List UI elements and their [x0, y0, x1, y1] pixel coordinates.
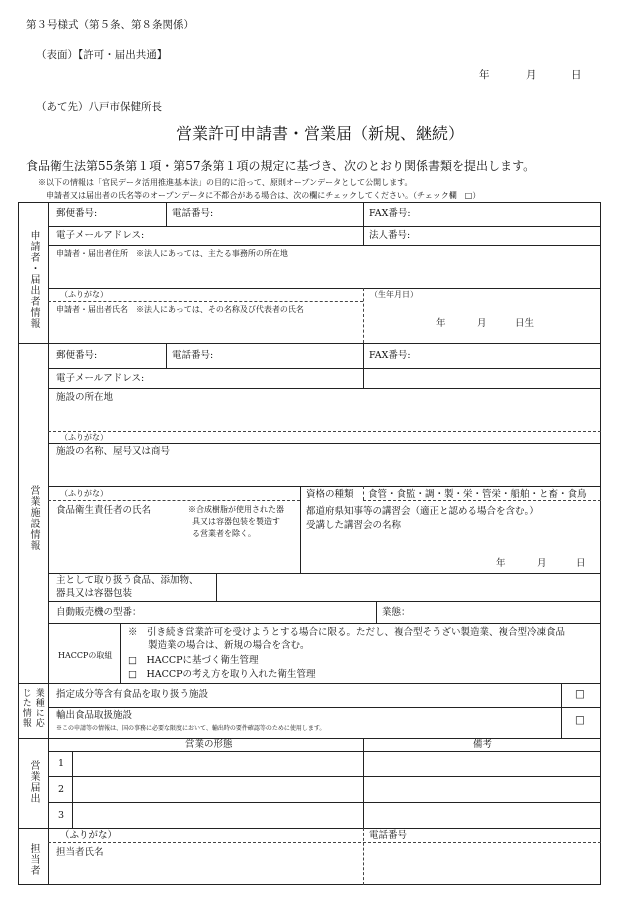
industry-checkbox-2[interactable]: □	[575, 714, 585, 726]
row-line	[48, 368, 601, 369]
applicant-furigana-label: （ふりがな）	[60, 290, 108, 299]
manager-note-line3: る営業者を除く。	[192, 529, 256, 538]
haccp-option-1[interactable]: □ HACCPに基づく衛生管理	[128, 655, 259, 666]
applicant-address-label: 申請者・届出者住所 ※法人にあっては、主たる事務所の所在地	[56, 249, 288, 258]
business-type-label: 業態：	[382, 607, 411, 618]
industry-row-1: 指定成分等含有食品を取り扱う施設	[56, 689, 209, 700]
col-line	[363, 343, 364, 388]
course-day-label: 日	[576, 558, 586, 569]
col-line	[166, 202, 167, 226]
business-row-3: 3	[58, 810, 65, 821]
industry-section-label-1: 業種に応	[33, 688, 44, 728]
row-line	[48, 486, 601, 487]
applicant-name-label: 申請者・届出者氏名 ※法人にあっては、その名称及び代表者の氏名	[56, 305, 304, 314]
row-line	[48, 707, 601, 708]
col-line	[300, 486, 301, 573]
furigana-dash-line	[48, 500, 300, 501]
applicant-corp-no-label: 法人番号:	[369, 230, 411, 241]
course-label: 都道府県知事等の講習会（適正と認める場合を含む。）	[306, 506, 539, 517]
course-month-label: 月	[537, 558, 547, 569]
furigana-dash-line	[48, 301, 363, 302]
manager-note-line2: 具又は容器包装を製造す	[192, 517, 280, 526]
applicant-fax-label: FAX番号:	[369, 208, 411, 219]
furigana-dash-line	[48, 431, 601, 432]
section-label-divider	[48, 202, 49, 885]
form-side-label: （表面）【許可・届出共通】	[36, 49, 168, 61]
col-dash-line	[363, 828, 364, 885]
row-line	[48, 776, 601, 777]
main-items-label-2: 器具又は容器包装	[56, 588, 133, 599]
contact-section-label: 担当者	[28, 843, 39, 876]
qual-dash-line	[363, 500, 601, 501]
col-line	[72, 751, 73, 828]
industry-checkbox-1[interactable]: □	[575, 688, 585, 700]
divider-applicant-facility	[18, 343, 601, 344]
row-line	[48, 623, 601, 624]
manager-name-label: 食品衛生責任者の氏名	[56, 505, 152, 516]
open-data-check-note: 申請者又は届出者の氏名等のオープンデータに不都合がある場合は、次の欄にチェックしてください。（チェック欄 □）	[46, 191, 481, 200]
row-line	[48, 802, 601, 803]
haccp-option-2[interactable]: □ HACCPの考え方を取り入れた衛生管理	[128, 669, 316, 680]
haccp-label: HACCPの取組	[58, 651, 113, 660]
applicant-section-label: 申請者・届出者情報	[28, 230, 39, 329]
row-line	[48, 443, 601, 444]
row-line	[48, 601, 601, 602]
col-line	[363, 738, 364, 828]
divider-facility-industry	[18, 683, 601, 684]
applicant-phone-label: 電話番号:	[172, 208, 214, 219]
row-line	[48, 226, 601, 227]
page-title: 営業許可申請書・営業届（新規、継続）	[176, 124, 465, 143]
haccp-note-line1: ※ 引き続き営業許可を受けようとする場合に限る。ただし、複合型そうざい製造業、複合型冷凍食品	[128, 627, 566, 638]
manager-furigana-label: （ふりがな）	[60, 489, 108, 498]
applicant-postal-label: 郵便番号:	[56, 208, 98, 219]
row-line	[48, 245, 601, 246]
col-line	[216, 573, 217, 601]
date-day-label: 日	[571, 69, 582, 81]
lead-statement: 食品衛生法第55条第１項・第57条第１項の規定に基づき、次のとおり関係書類を提出します。	[26, 159, 536, 173]
business-row-2: 2	[58, 784, 65, 795]
col-dash-line	[363, 288, 364, 343]
birth-day-label: 日生	[515, 318, 535, 329]
facility-email-label: 電子メールアドレス:	[56, 373, 145, 384]
col-line	[120, 623, 121, 683]
manager-note-line1: ※合成樹脂が使用された器	[188, 505, 284, 514]
birth-year-label: 年	[436, 318, 446, 329]
business-row-1: 1	[58, 758, 65, 769]
date-year-label: 年	[479, 69, 490, 81]
contact-name-label: 担当者氏名	[56, 847, 104, 858]
haccp-note-line2: 製造業の場合は、新規の場合を含む。	[148, 640, 310, 651]
addressee: （あて先）八戸市保健所長	[36, 101, 162, 113]
industry-row-2-note: ※この申請等の情報は、国の事務に必要な限度において、輸出時の要件確認等のために使用します。	[56, 725, 326, 732]
facility-furigana-label: （ふりがな）	[60, 433, 108, 442]
col-line	[561, 683, 562, 738]
vending-label: 自動販売機の型番：	[56, 607, 142, 618]
date-month-label: 月	[526, 69, 537, 81]
furigana-dash-line	[48, 842, 601, 843]
applicant-email-label: 電子メールアドレス:	[56, 230, 145, 241]
contact-furigana-label: （ふりがな）	[60, 830, 118, 841]
facility-section-label: 営業施設情報	[28, 485, 39, 551]
qualification-list: 食管・食監・調・製・栄・管栄・船舶・と畜・食鳥	[368, 489, 587, 500]
course-name-label: 受講した講習会の名称	[306, 520, 402, 531]
industry-row-2: 輸出食品取扱施設	[56, 710, 133, 721]
row-line	[48, 288, 601, 289]
facility-location-label: 施設の所在地	[56, 392, 114, 403]
business-col-remarks: 備考	[473, 739, 493, 750]
qualification-label: 資格の種類	[306, 489, 354, 500]
birth-month-label: 月	[477, 318, 487, 329]
facility-phone-label: 電話番号:	[172, 350, 214, 361]
main-items-label-1: 主として取り扱う食品、添加物、	[56, 575, 199, 586]
divider-business-contact	[18, 828, 601, 829]
col-dash-line	[363, 486, 364, 500]
row-line	[48, 573, 601, 574]
col-line	[363, 202, 364, 245]
facility-fax-label: FAX番号:	[369, 350, 411, 361]
row-line	[48, 388, 601, 389]
col-line	[166, 343, 167, 368]
facility-postal-label: 郵便番号:	[56, 350, 98, 361]
open-data-note: ※以下の情報は「官民データ活用推進基本法」の目的に沿って、原則オープンデータとして公開します。	[38, 178, 413, 187]
divider-industry-business	[18, 738, 601, 739]
contact-phone-label: 電話番号	[369, 830, 408, 841]
row-line	[48, 751, 601, 752]
applicant-birth-label: （生年月日）	[370, 290, 418, 299]
business-section-label: 営業届出	[28, 760, 39, 804]
course-year-label: 年	[496, 558, 506, 569]
facility-name-label: 施設の名称、屋号又は商号	[56, 446, 171, 457]
form-number: 第３号様式（第５条、第８条関係）	[26, 19, 194, 31]
business-col-form: 営業の形態	[185, 739, 233, 750]
industry-section-label-2: じた情報	[20, 688, 31, 728]
col-line	[376, 601, 377, 623]
